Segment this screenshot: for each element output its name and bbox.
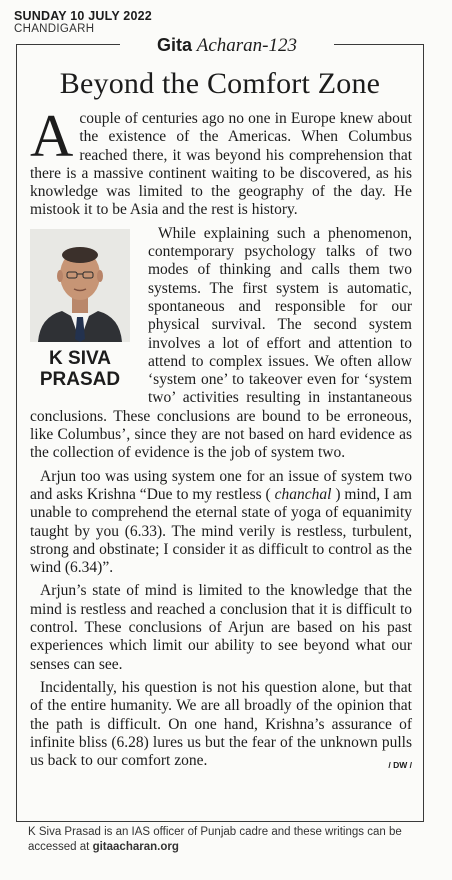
signoff: / DW / [388,760,412,771]
paragraph-5-text: Incidentally, his question is not his question alone, but that of the entire humanity. We are all broadly of the opinion that the path is difficult. On one hand, Krishna’s assurance of infinite bliss (6.28) lures us but the fear of the unknown pulls us back to our comfort zone. [30,678,412,770]
paragraph-1-text: couple of centuries ago no one in Europe knew about the existence of the Americas. When Columbus reached there, it was beyond his comprehension that there is a massive continent waiting to be discovered, as his knowledge was limited to the geography of the day. He mistook it to be Asia and the rest is history. [30,110,412,219]
website-link[interactable]: gitaacharan.org [92,841,179,853]
author-name-line-2: PRASAD [39,368,121,390]
column-episode: Acharan-123 [196,35,298,56]
paragraph-5 [30,679,412,770]
paragraph-2: While explaining such a phenomenon, contemporary psychology talks of two modes of thinking and calls them two systems. The first system is automatic, spontaneous and responsible for our physical survival. The second system involves a lot of effort and attention to attend to complex issues. We often allow ‘system one’ to takeover even for ‘system two’ activities resulting in instantaneous conclusions. These conclusions are bound to be erroneous, like Columbus’, since they are not based on hard evidence as the collection of evidence is the job of system two. [30,224,412,462]
dateline [14,10,152,36]
author-bio-text: K Siva Prasad is an IAS officer of Punjab cadre and these writings can be accessed at [28,826,402,853]
article-headline: Beyond the Comfort Zone [59,67,381,100]
paragraph-3-emphasis: chanchal [274,485,332,503]
paragraph-4: Arjun’s state of mind is limited to the knowledge that the mind is restless and reached a conclusion that it is difficult to control. These conclusions of Arjun are based on his past experiences which limit our ability to see beyond what our senses can see. [30,582,412,673]
paragraph-3 [30,468,412,578]
column-title [120,34,334,56]
paragraph-1 [30,103,412,220]
article-body [30,103,412,775]
author-name [30,348,130,390]
drop-cap: A [30,103,74,169]
author-name-line-1: K SIVA [49,347,111,369]
column-brand: Gita [156,35,192,55]
author-box [30,229,138,390]
paragraph-3-text-a: Arjun too was using system one for an issue of system two and asks Krishna “Due to my restless ( [30,467,412,503]
author-photo [30,229,130,342]
paragraph-3-text-b: ) mind, I am unable to comprehend the eternal state of yoga of equanimity taught by you (6.33). The mind verily is restless, turbulent, strong and obstinate; I consider it as difficult to control as the wind (6.34)”. [30,485,412,577]
edition-city: CHANDIGARH [14,23,95,35]
issue-date: SUNDAY 10 JULY 2022 [14,9,152,23]
author-bio [28,825,418,855]
